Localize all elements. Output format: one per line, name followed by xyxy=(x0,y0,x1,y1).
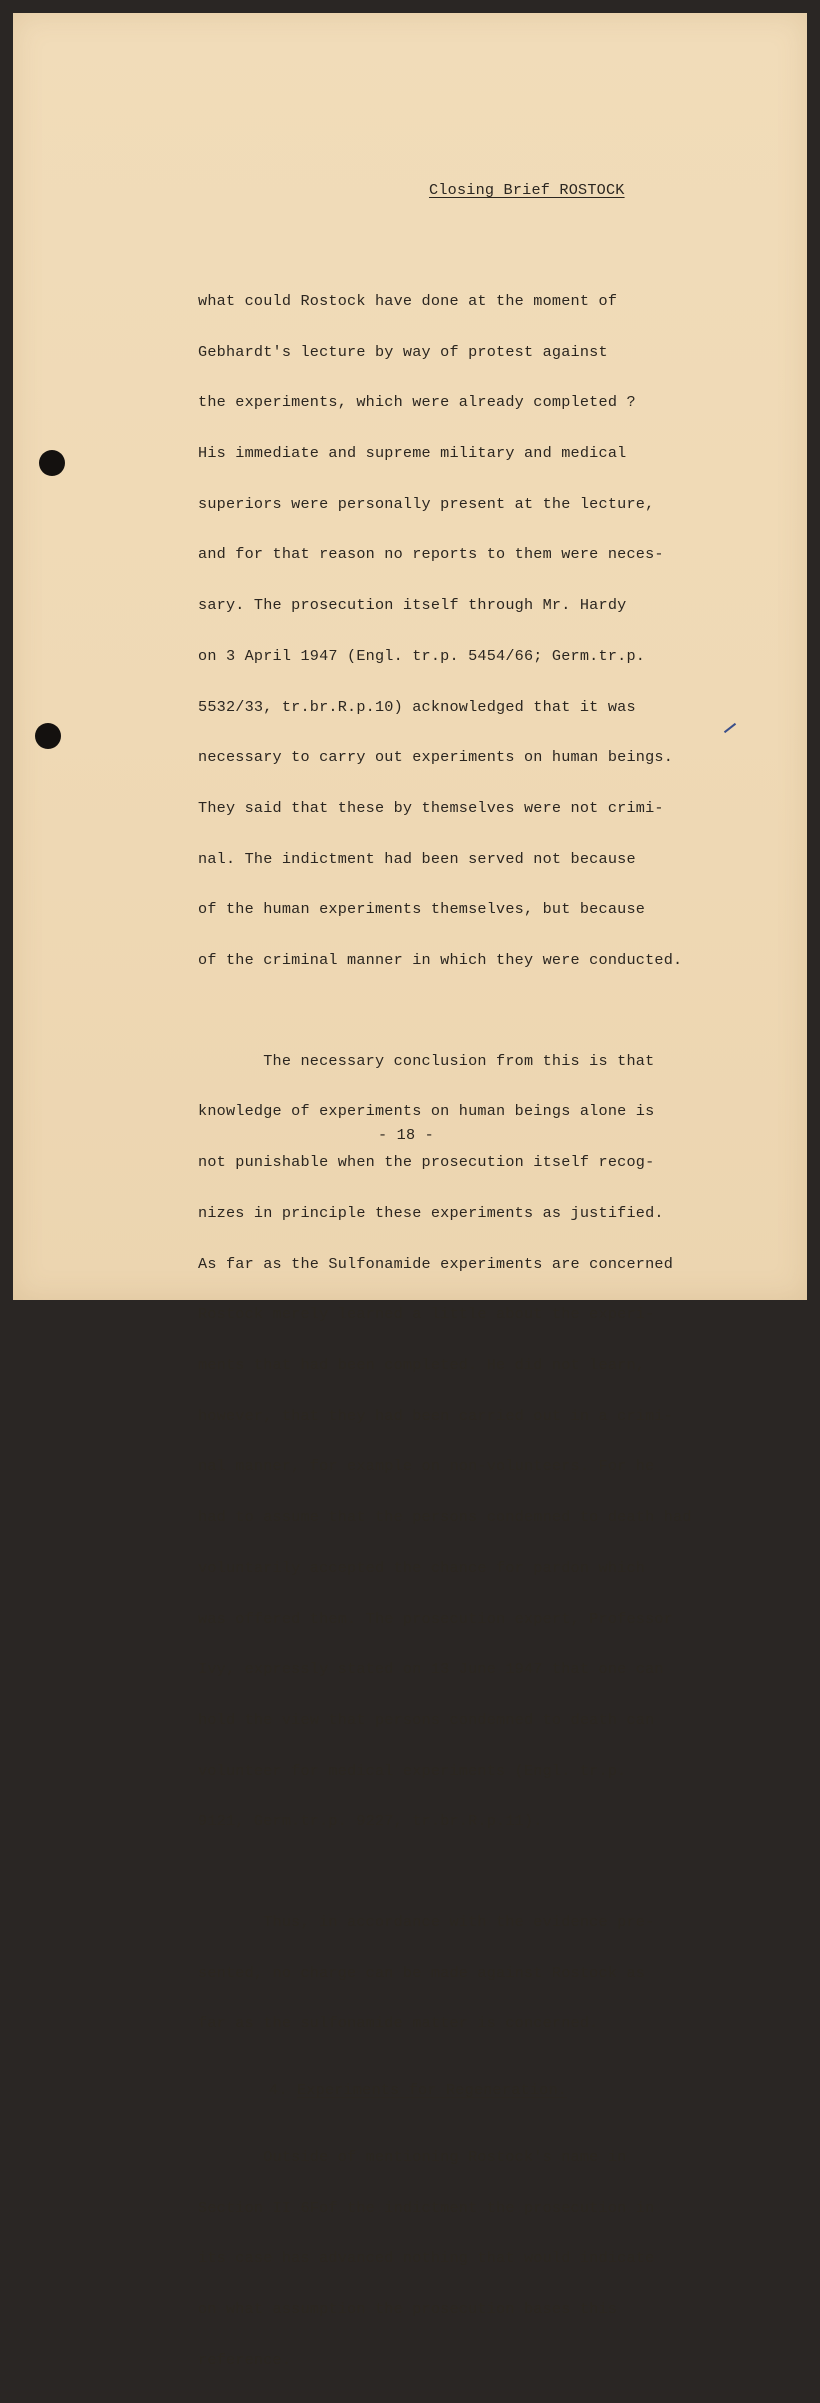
text-line: Rostock merely learned a little about the experi- xyxy=(198,1305,655,1324)
page-number: - 18 - xyxy=(378,1126,434,1144)
text-line: Ivy, expressly stated on 13 June 1947 that one can xyxy=(198,1660,664,1679)
text-line: Outside of mentioning Rostock's name in xyxy=(198,2147,627,2166)
text-line: His immediate and supreme military and medical xyxy=(198,443,627,462)
text-line: its case has advanced nothing that would indicate xyxy=(198,2249,655,2268)
text-line: and for that reason no reports to them were neces- xyxy=(198,545,664,564)
text-line: not punishable when the prosecution itself recog- xyxy=(198,1153,655,1172)
text-line: sented, no charge can be made against Rostock as xyxy=(198,1963,646,1982)
text-line: Thus, in accordance with the evidence pre- xyxy=(198,1913,655,1931)
text-line: on 3 April 1947 (Engl. tr.p. 5454/66; Germ.tr.p. xyxy=(198,646,646,665)
paragraph xyxy=(198,259,758,1003)
text-line: nal manner, for example on non-volunteers. For he xyxy=(198,1457,655,1476)
text-line: the experiments, which were already completed ? xyxy=(198,393,636,412)
text-line: Gebhardt's lecture by way of protest against xyxy=(198,342,608,361)
paragraph xyxy=(198,2115,758,2402)
text-line: hold the view that persons condemned to death can xyxy=(198,1711,655,1730)
text-line: reference. xyxy=(198,2350,292,2369)
text-line: was offered them. The prosecution expert, Professor xyxy=(198,1609,674,1628)
text-line: sary. The prosecution itself through Mr. Hardy xyxy=(198,596,627,615)
section-heading xyxy=(269,2082,758,2099)
section-number: 4. xyxy=(269,2081,288,2100)
text-line: ments that had been completed. He did not learn, xyxy=(198,1356,646,1374)
section-title: Experiments for Regeneration. xyxy=(296,2081,568,2100)
text-line: voluntarily accepted the chance for pardon which xyxy=(198,1558,646,1577)
text-line: of the criminal manner in which they were conducted. xyxy=(198,951,683,970)
punch-hole xyxy=(35,723,61,749)
text-line: however, that they had been carried out in a crimi- xyxy=(198,1406,674,1425)
text-line: nizes in principle these experiments as justified. xyxy=(198,1203,664,1222)
document-header: Closing Brief ROSTOCK xyxy=(429,181,625,199)
text-line: nal. The indictment had been served not because xyxy=(198,849,636,868)
text-line: volunteer for medical experiments (Engl. tr.p. xyxy=(198,1761,627,1780)
text-line: of the human experiments themselves, but because xyxy=(198,900,646,919)
text-line: on what assumption the prosecution bases this xyxy=(198,2300,618,2319)
paragraph xyxy=(198,1880,758,2066)
text-line: They said that these by themselves were not crimi- xyxy=(198,799,664,817)
text-line: The necessary conclusion from this is that xyxy=(198,1051,655,1070)
text-line: knowledge of experiments on human beings alone is xyxy=(198,1102,655,1121)
text-line: superiors were personally present at the lecture, xyxy=(198,494,655,513)
text-line: what could Rostock have done at the moment of xyxy=(198,291,618,310)
document-body xyxy=(198,259,758,2403)
text-line: Section II 6Fof the indictment the prosecution in xyxy=(198,2198,655,2217)
text-line: necessary to carry out experiments on human beings. xyxy=(198,748,674,767)
punch-hole xyxy=(39,450,65,476)
document-page xyxy=(13,13,807,2369)
text-line: 9121, Germ.tr.p. 9227, tr.br.R.p.11). xyxy=(198,1812,543,1831)
text-line: far as the sulfonamide matter is concerned. xyxy=(198,2014,599,2033)
text-line: As far as the Sulfonamide experiments are concerned xyxy=(198,1254,674,1273)
text-line: 5532/33, tr.br.R.p.10) acknowledged that it was xyxy=(198,697,636,716)
paragraph xyxy=(198,1019,758,1864)
text-line: had to assume that the persons condemned to death had xyxy=(198,1508,692,1527)
